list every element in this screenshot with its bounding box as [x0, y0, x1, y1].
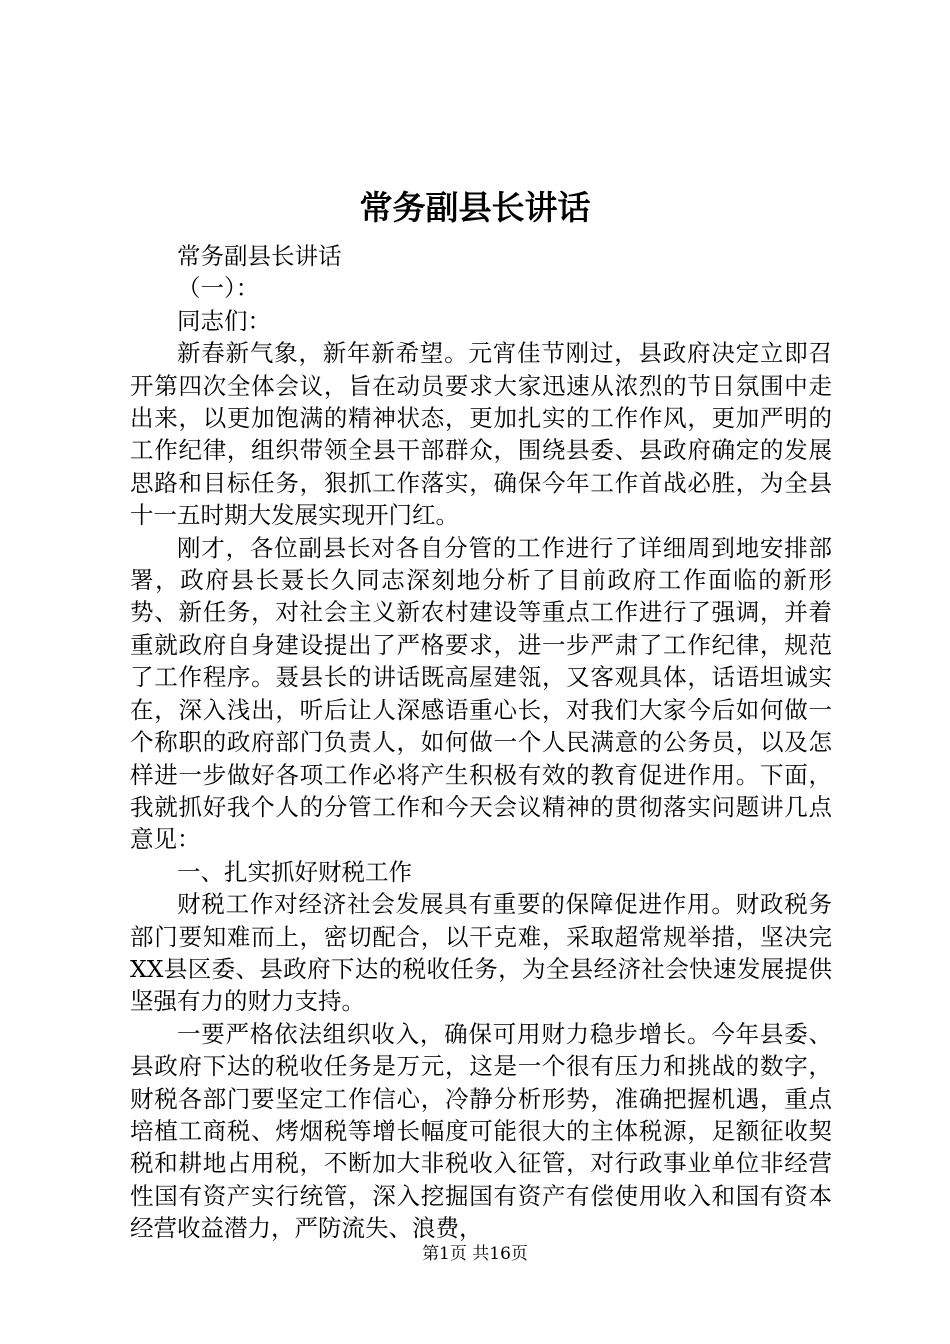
paragraph-body: 财税工作对经济社会发展具有重要的保障促进作用。财政税务部门要知难而上，密切配合，以干克难，采取超常规举措，坚决完XX县区委、县政府下达的税收任务，为全县经济社会快速发展提供坚强有力的财力支持。: [130, 890, 832, 1016]
paragraph-body: 新春新气象，新年新希望。元宵佳节刚过，县政府决定立即召开第四次全体会议，旨在动员要求大家迅速从浓烈的节日氛围中走出来，以更加饱满的精神状态，更加扎实的工作作风，更加严明的工作纪律，组织带领全县干部群众，围绕县委、县政府确定的发展思路和目标任务，狠抓工作落实，确保今年工作首战必胜，为全县十一五时期大发展实现开门红。: [130, 339, 832, 530]
document-title: 常务副县长讲话: [359, 188, 591, 227]
page-footer: 第1页 共16页: [422, 1244, 528, 1264]
paragraph-body: 一要严格依法组织收入，确保可用财力稳步增长。今年县委、县政府下达的税收任务是万元，这是一个很有压力和挑战的数字，财税各部门要坚定工作信心，冷静分析形势，准确把握机遇，重点培植工商税、烤烟税等增长幅度可能很大的主体税源，足额征收契税和耕地占用税，不断加大非税收入征管，对行政事业单位非经营性国有资产实行统管，深入挖掘国有资产有偿使用收入和国有资本经营收益潜力，严防流失、浪费，: [130, 1019, 832, 1243]
paragraph-subtitle: 常务副县长讲话: [177, 242, 342, 270]
paragraph-section-number: （一）：: [177, 274, 260, 303]
paragraph-heading: 一、扎实抓好财税工作: [177, 857, 412, 886]
paragraph-salutation: 同志们：: [177, 306, 271, 335]
paragraph-body: 刚才，各位副县长对各自分管的工作进行了详细周到地安排部署，政府县长聂长久同志深刻地分析了目前政府工作面临的新形势、新任务，对社会主义新农村建设等重点工作进行了强调，并着重就政府自身建设提出了严格要求，进一步严肃了工作纪律，规范了工作程序。聂县长的讲话既高屋建瓴，又客观具体，话语坦诚实在，深入浅出，听后让人深感语重心长，对我们大家今后如何做一个称职的政府部门负责人，如何做一个人民满意的公务员，以及怎样进一步做好各项工作必将产生积极有效的教育促进作用。下面，我就抓好我个人的分管工作和今天会议精神的贯彻落实问题讲几点意见：: [130, 533, 832, 854]
document-body: [130, 240, 832, 1245]
